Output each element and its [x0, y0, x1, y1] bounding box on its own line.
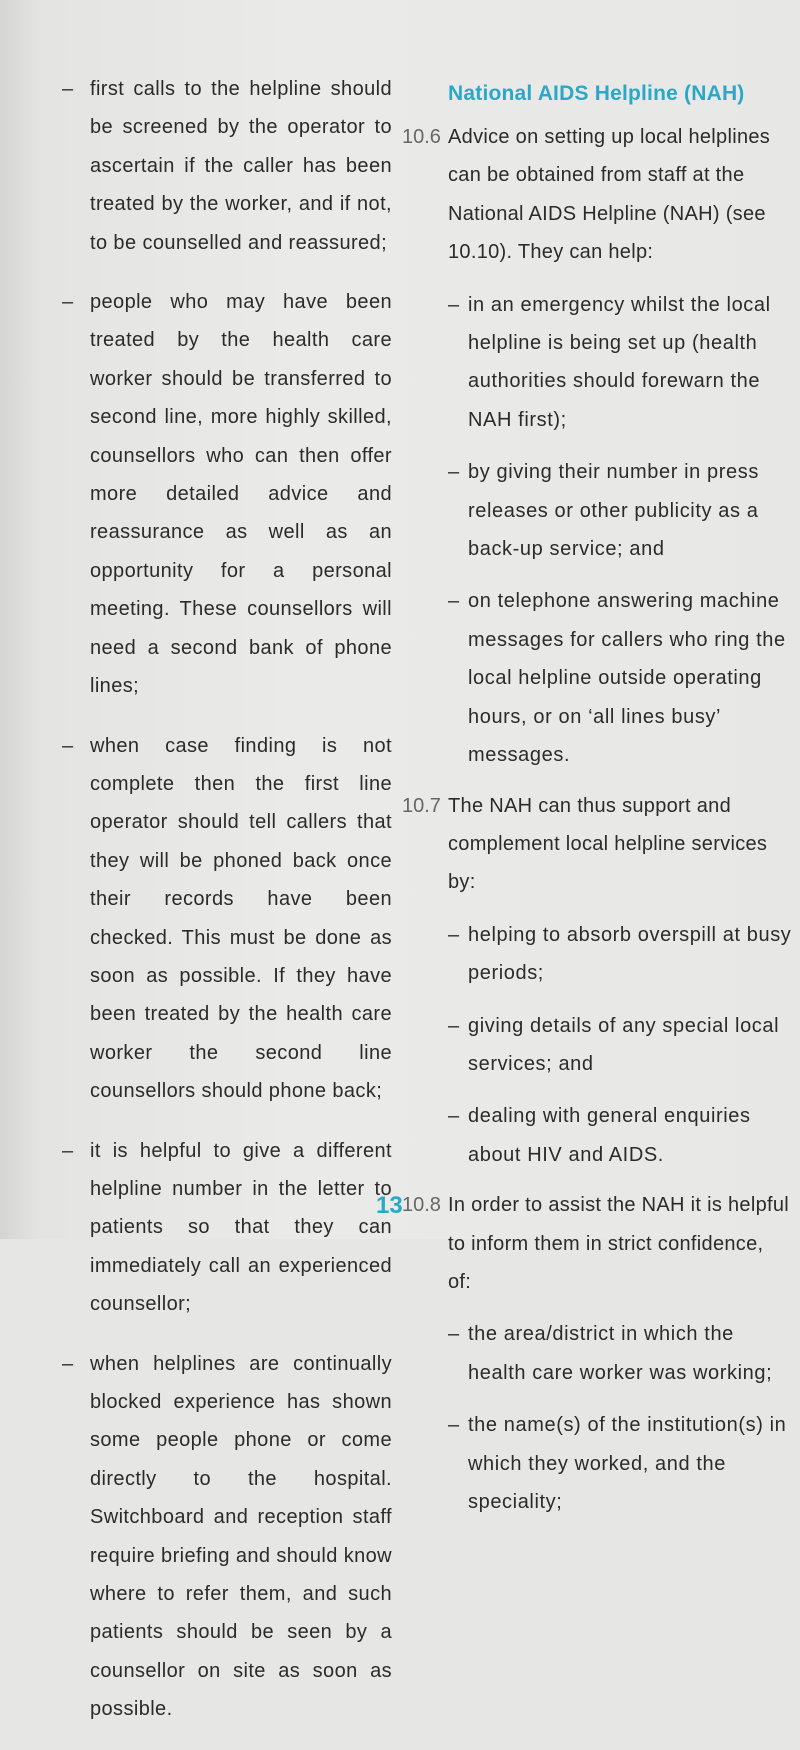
dash: – — [448, 293, 460, 316]
bullet-item — [62, 1345, 392, 1729]
paragraph-text: The NAH can thus support and complement local helpline services by: — [448, 794, 768, 894]
paragraph-number: 10.6 — [402, 126, 441, 148]
dash: – — [448, 590, 460, 613]
paragraph-10-7 — [402, 787, 792, 1175]
dash: – — [448, 461, 460, 484]
sub-item-text: helping to absorb overspill at busy periods; — [468, 923, 792, 985]
sub-item-text: in an emergency whilst the local helpline is being set up (health authorities should forewarn the NAH first); — [468, 293, 771, 431]
dash: – — [448, 1414, 460, 1437]
bullet-item — [62, 727, 392, 1111]
sub-item-text: the name(s) of the institution(s) in which they worked, and the speciality; — [468, 1414, 787, 1513]
sub-item-text: the area/district in which the health care worker was working; — [468, 1323, 773, 1384]
section-heading: National AIDS Helpline (NAH) — [448, 82, 745, 105]
left-column — [62, 70, 392, 1750]
sub-item — [448, 453, 792, 568]
paragraph-10-8 — [402, 1186, 792, 1521]
dash: – — [448, 1014, 460, 1037]
sub-item — [448, 916, 792, 993]
paragraph-number: 10.7 — [402, 794, 441, 817]
dash: – — [448, 923, 460, 946]
paragraph-text: In order to assist the NAH it is helpful to inform them in strict confidence, of: — [448, 1194, 790, 1293]
dash: – — [62, 734, 74, 757]
bullet-text: it is helpful to give a different helpline number in the letter to patients so that they can immediately call an experienced counsellor; — [90, 1139, 392, 1316]
sub-item — [448, 582, 792, 774]
bullet-item — [62, 1132, 392, 1324]
sub-item — [448, 1406, 792, 1521]
paragraph-10-6 — [402, 118, 792, 775]
dash: – — [448, 1105, 460, 1128]
dash: – — [62, 78, 74, 100]
bullet-text: first calls to the helpline should be screened by the operator to ascertain if the caller has been treated by the worker, and if not, to be counselled and reassured; — [90, 78, 392, 254]
sub-item-text: by giving their number in press releases or other publicity as a back-up service; and — [468, 461, 759, 561]
right-column — [402, 70, 792, 1533]
sub-item — [448, 1007, 792, 1084]
sub-item-text: dealing with general enquiries about HIV and AIDS. — [468, 1105, 751, 1166]
sub-item — [448, 286, 792, 440]
paragraph-text: Advice on setting up local helplines can be obtained from staff at the National AIDS Helpline (NAH) (see 10.10). They can help: — [448, 126, 771, 264]
dash: – — [62, 1139, 74, 1162]
page-number: 13 — [376, 1192, 403, 1219]
sub-item-text: giving details of any special local services; and — [468, 1014, 780, 1075]
bullet-text: when helplines are continually blocked experience has shown some people phone or come directly to the hospital. Switchboard and reception staff require briefing and should know where to refer them, and such patients should be seen by a counsellor on site as soon as possible. — [90, 1352, 392, 1721]
bullet-item — [62, 283, 392, 705]
sub-item — [448, 1097, 792, 1174]
bullet-text: people who may have been treated by the health care worker should be transferred to second line, more highly skilled, counsellors who can then offer more detailed advice and reassurance as well as an opportunity for a personal meeting. These counsellors will need a second bank of phone lines; — [90, 291, 392, 698]
dash: – — [448, 1323, 460, 1346]
paragraph-number: 10.8 — [402, 1194, 441, 1217]
sub-item — [448, 1315, 792, 1392]
bullet-text: when case finding is not complete then the first line operator should tell callers that they will be phoned back once their records have been checked. This must be done as soon as possible. If they have been treated by the health care worker the second line counsellors should phone back; — [90, 734, 392, 1103]
dash: – — [62, 291, 74, 314]
dash: – — [62, 1352, 74, 1375]
bullet-item — [62, 70, 392, 262]
sub-item-text: on telephone answering machine messages for callers who ring the local helpline outside operating hours, or on ‘all lines busy’ messages. — [468, 590, 786, 767]
